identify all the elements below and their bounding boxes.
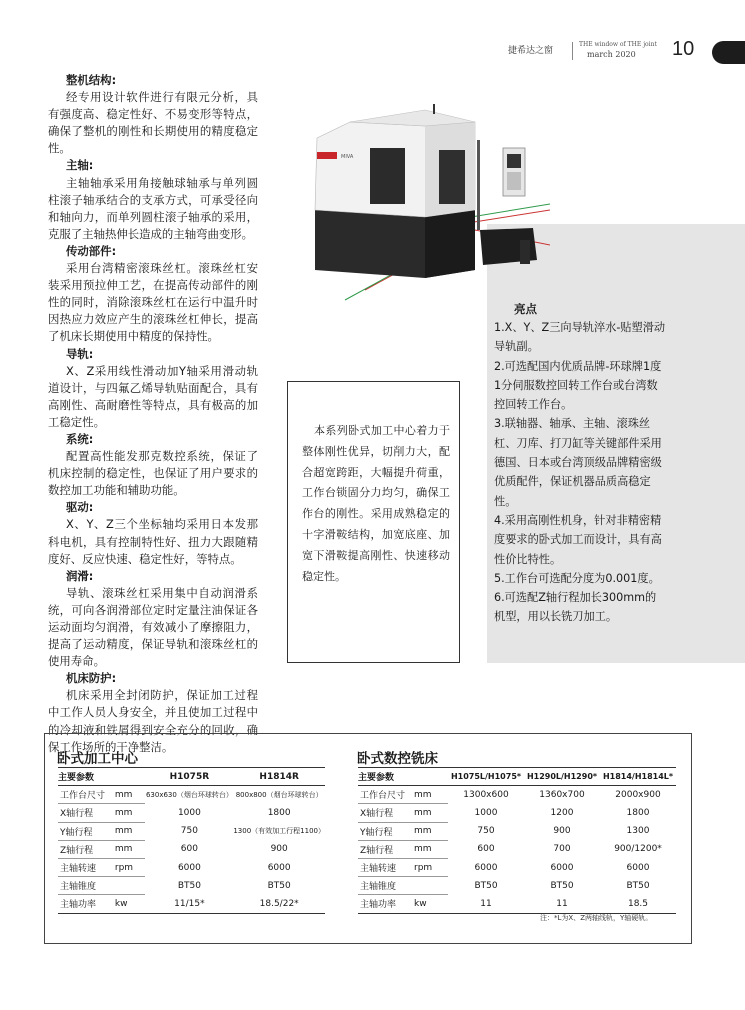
highlight-item: 4.采用高刚性机身，针对非精密精度要求的卧式加工而设计，具有高性价比特性。 — [494, 513, 662, 566]
table-cell: 630x630（烟台环球转台） — [145, 791, 233, 800]
table-cell: 6000 — [474, 862, 498, 873]
table-cell: rpm — [115, 858, 146, 876]
table-cell: BT50 — [550, 880, 574, 891]
table-cell: BT50 — [267, 880, 291, 891]
table-header-cell: 主要参数 — [58, 768, 115, 786]
feature-heading: 润滑: — [66, 568, 94, 583]
table-cell: 600 — [180, 844, 198, 855]
table-cell: Z轴行程 — [58, 840, 115, 858]
table-row — [358, 858, 676, 876]
table-cell: mm — [115, 786, 146, 804]
table-cell: 1000 — [474, 807, 498, 818]
table-cell: Y轴行程 — [58, 822, 115, 840]
table-cell: 1000 — [177, 807, 201, 818]
highlight-item: 5.工作台可选配分度为0.001度。 — [494, 571, 660, 585]
table-cell: 900 — [270, 844, 288, 855]
table-cell: 1360x700 — [539, 790, 585, 801]
table-cell: 11 — [524, 895, 600, 913]
table-header-cell: H1814/H1814L* — [600, 768, 676, 786]
table-cell: 600 — [477, 844, 495, 855]
header-brand: 捷希达之窗 — [508, 46, 554, 56]
table-cell: 700 — [553, 844, 571, 855]
table-right-title: 卧式数控铣床 — [357, 751, 438, 767]
table-cell: BT50 — [177, 880, 201, 891]
table-cell: 11/15* — [145, 895, 233, 913]
table-cell: mm — [414, 804, 448, 822]
feature-text: 采用台湾精密滚珠丝杠。滚珠丝杠安装采用预拉伸工艺，在提高传动部件的刚性的同时，消除滚珠丝杠在运行中温升时因热应力效应产生的滚珠丝杠伸长，提高了机床长期使用中精度的保持性。 — [48, 261, 258, 344]
table-header-row — [58, 768, 325, 786]
table-cell: kw — [115, 895, 146, 913]
table-cell: 1300x600 — [463, 790, 509, 801]
highlight-item: 6.可选配Z轴行程加长300mm的机型，用以长铣刀加工。 — [494, 591, 657, 624]
table-cell: Z轴行程 — [358, 840, 414, 858]
machine-badge: MIVA — [341, 154, 354, 160]
page-number: 10 — [672, 38, 695, 60]
table-cell: 1800 — [267, 807, 291, 818]
table-cell: kw — [414, 895, 448, 913]
table-row — [58, 840, 325, 858]
table-row — [358, 895, 676, 913]
table-cell: 工作台尺寸 — [58, 786, 115, 804]
table-note: 注：*L为X、Z两轴线轨，Y轴硬轨。 — [540, 914, 653, 922]
table-cell: 工作台尺寸 — [358, 786, 414, 804]
highlights-list — [494, 318, 666, 627]
table-row — [58, 822, 325, 840]
table-cell: 750 — [477, 826, 495, 837]
intro-text: 本系列卧式加工中心着力于整体刚性优异，切削力大，配合超宽跨距，大幅提升荷重，工作台锁固分力均匀，确保工作台的刚性。采用成熟稳定的十字滑鞍结构，加宽底座、加宽下滑鞍提高刚性、快速移动稳定性。 — [302, 424, 450, 583]
table-cell: mm — [115, 822, 146, 840]
header-date: march 2020 — [587, 50, 636, 59]
table-header-cell: H1290L/H1290* — [524, 768, 600, 786]
table-row — [358, 822, 676, 840]
feature-list — [48, 72, 258, 756]
table-cell: 11 — [448, 895, 524, 913]
table-cell: X轴行程 — [358, 804, 414, 822]
page-tab-marker — [712, 41, 745, 64]
table-cell: 2000x900 — [615, 790, 661, 801]
table-left-title: 卧式加工中心 — [57, 751, 138, 767]
feature-heading: 整机结构: — [66, 73, 117, 87]
machine-illustration — [305, 100, 550, 305]
table-row — [58, 786, 325, 804]
table-header-cell — [414, 768, 448, 786]
table-row — [358, 877, 676, 895]
table-cell: 18.5 — [600, 895, 676, 913]
table-cell: BT50 — [626, 880, 650, 891]
table-row — [358, 840, 676, 858]
table-header-cell: H1814R — [233, 768, 325, 786]
table-cell: 900 — [553, 826, 571, 837]
table-cell: 1300 — [626, 826, 650, 837]
table-cell: 主轴转速 — [58, 858, 115, 876]
feature-text: X、Z采用线性滑动加Y轴采用滑动轨道设计，与四氟乙烯导轨贴面配合，具有高刚性、高耐磨性等特点，具有极高的加工稳定性。 — [48, 363, 258, 429]
feature-text: 经专用设计软件进行有限元分析，具有强度高、稳定性好、不易变形等特点，确保了整机的刚性和长期使用的精度稳定性。 — [48, 90, 258, 156]
table-row — [358, 804, 676, 822]
table-cell: 6000 — [177, 862, 201, 873]
feature-heading: 主轴: — [66, 158, 94, 173]
table-row — [358, 786, 676, 804]
table-cell: 18.5/22* — [233, 895, 325, 913]
table-cell: 主轴锥度 — [58, 877, 115, 895]
table-cell — [115, 877, 146, 895]
table-cell: 900/1200* — [614, 844, 662, 855]
feature-heading: 系统: — [66, 431, 94, 446]
table-header-cell: H1075L/H1075* — [448, 768, 524, 786]
table-header-row — [358, 768, 676, 786]
feature-text: 机床采用全封闭防护，保证加工过程中工作人员人身安全，并且使加工过程中的冷却液和铁屑得到安全充分的回收，确保工作场所的干净整洁。 — [48, 688, 258, 754]
table-cell — [414, 877, 448, 895]
table-cell: 1200 — [550, 807, 574, 818]
table-cell: mm — [414, 822, 448, 840]
header-window-label: THE window of THE joint — [579, 41, 657, 48]
table-header-cell — [115, 768, 146, 786]
table-cell: 主轴功率 — [58, 895, 115, 913]
table-cell: BT50 — [474, 880, 498, 891]
table-row — [58, 877, 325, 895]
highlights-title: 亮点 — [514, 302, 537, 316]
table-row — [58, 895, 325, 913]
table-header-cell: 主要参数 — [358, 768, 414, 786]
feature-heading: 导轨: — [66, 346, 94, 361]
highlight-item: 1.X、Y、Z三向导轨淬水-贴塑滑动导轨副。 — [494, 321, 666, 354]
highlight-item: 2.可选配国内优质品牌-环球牌1度1分伺服数控回转工作台或台湾数控回转工作台。 — [494, 359, 662, 412]
feature-text: 导轨、滚珠丝杠采用集中自动润滑系统，可向各润滑部位定时定量注油保证各运动面均匀润滑，有效减小了摩擦阻力，提高了运动精度，保证导轨和滚珠丝杠的使用寿命。 — [48, 585, 258, 669]
table-cell: rpm — [414, 858, 448, 876]
feature-heading: 传动部件: — [66, 243, 117, 258]
feature-text: 配置高性能发那克数控系统，保证了机床控制的稳定性，也保证了用户要求的数控加工功能和辅助功能。 — [48, 449, 258, 498]
table-cell: 6000 — [626, 862, 650, 873]
table-cell: 6000 — [267, 862, 291, 873]
feature-heading: 机床防护: — [66, 671, 117, 686]
table-cell: 1300（有效加工行程1100） — [233, 827, 325, 836]
table-cell: 主轴功率 — [358, 895, 414, 913]
highlight-item: 3.联轴器、轴承、主轴、滚珠丝杠、刀库、打刀缸等关键部件采用德国、日本或台湾顶级品牌精密级优质配件，保证机器品质高稳定性。 — [494, 417, 662, 508]
spec-table-left — [58, 767, 325, 914]
table-header-cell: H1075R — [145, 768, 233, 786]
table-cell: mm — [115, 804, 146, 822]
table-cell: 750 — [180, 826, 198, 837]
table-cell: 主轴转速 — [358, 858, 414, 876]
feature-heading: 驱动: — [66, 500, 94, 515]
table-cell: mm — [414, 786, 448, 804]
feature-text: X、Y、Z三个坐标轴均采用日本发那科电机，具有控制特性好、扭力大跟随精度好、反应快速、稳定性好，等特点。 — [48, 517, 258, 566]
table-row — [58, 804, 325, 822]
table-cell: 800x800（烟台环球转台） — [235, 791, 323, 800]
table-cell: 主轴锥度 — [358, 877, 414, 895]
table-cell: Y轴行程 — [358, 822, 414, 840]
header-divider — [572, 42, 573, 60]
feature-text: 主轴轴承采用角接触球轴承与单列圆柱滚子轴承结合的支承方式，可承受径向和轴向力，而单列圆柱滚子轴承的采用，克服了主轴热伸长造成的主轴弯曲变形。 — [48, 175, 258, 241]
table-cell: mm — [115, 840, 146, 858]
table-cell: 1800 — [626, 807, 650, 818]
spec-table-right — [358, 767, 676, 914]
table-cell: mm — [414, 840, 448, 858]
table-row — [58, 858, 325, 876]
table-cell: X轴行程 — [58, 804, 115, 822]
table-cell: 6000 — [550, 862, 574, 873]
